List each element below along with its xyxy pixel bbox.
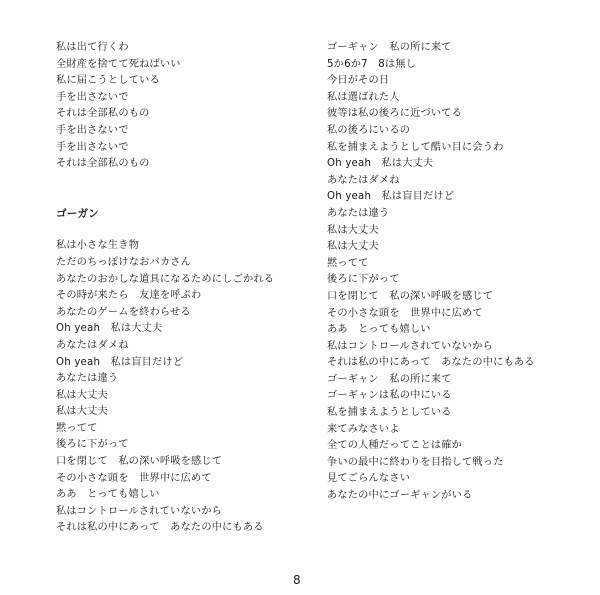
lyric-line: 来てみなさいよ <box>327 423 400 435</box>
lyric-line: 私を捕まえようとしている <box>327 407 452 419</box>
lyric-line: あなたは違う <box>327 207 390 219</box>
lyric-line: あなたのゲームを終わらせる <box>56 306 191 318</box>
lyric-line: Oh yeah 私は盲目だけど <box>327 191 455 203</box>
song-title: ゴーガン <box>56 207 99 220</box>
lyric-line: あなたはダメね <box>327 174 400 186</box>
lyric-line: 彼等は私の後ろに近づいてる <box>327 108 463 120</box>
lyric-line: 黙ってて <box>327 257 369 269</box>
lyric-line: ああ とっても嬉しい <box>56 489 160 501</box>
lyric-line: あなたの中にゴーギャンがいる <box>327 490 473 502</box>
lyric-line: 手を出さないで <box>56 91 129 103</box>
lyric-line: 私は小さな生き物 <box>56 240 140 252</box>
lyric-line: Oh yeah 私は大丈夫 <box>327 158 434 170</box>
lyric-line: 私はコントロールされていないから <box>56 505 222 517</box>
lyric-line: 手を出さないで <box>56 124 129 136</box>
lyric-line: ゴーギャンは私の中にいる <box>327 390 452 402</box>
lyric-line: 口を閉じて 私の深い呼吸を感じて <box>56 456 223 468</box>
lyric-line: それは私の中にあって あなたの中にもある <box>56 522 264 534</box>
lyric-line: ゴーギャン 私の所に来て <box>327 42 452 53</box>
lyric-line: 後ろに下がって <box>56 439 129 451</box>
lyric-line: 口を閉じて 私の深い呼吸を感じて <box>327 290 494 302</box>
lyric-line: 黙ってて <box>56 422 98 434</box>
lyric-line: Oh yeah 私は盲目だけど <box>56 356 184 368</box>
lyric-line: その小さな頭を 世界中に広めて <box>56 472 212 484</box>
lyric-line: 私はコントロールされていないから <box>327 340 493 352</box>
lyrics-block-2 <box>56 238 296 537</box>
lyric-line: あなたは違う <box>56 373 119 385</box>
lyric-line: それは私の中にあって あなたの中にもある <box>327 357 535 369</box>
lyric-line: それは全部私のもの <box>56 108 150 120</box>
lyric-line: 今日がその日 <box>327 75 390 87</box>
spacer <box>56 222 296 238</box>
lyrics-block-1 <box>56 40 296 173</box>
lyric-line: 私は大丈夫 <box>327 241 379 253</box>
lyric-line: 私は選ばれた人 <box>327 91 400 103</box>
lyric-line: 全財産を捨てて死ねばいい <box>56 58 181 70</box>
lyric-line: 5か6か7 8は無し <box>327 58 417 70</box>
lyric-line: 後ろに下がって <box>327 274 400 286</box>
lyric-line: 見てごらんなさい <box>327 473 411 485</box>
lyric-line: 私は出て行くわ <box>56 42 129 53</box>
left-column <box>56 40 296 537</box>
lyric-line: それは全部私のもの <box>56 158 150 170</box>
spacer <box>56 173 296 206</box>
lyric-line: 私に届こうとしている <box>56 75 160 87</box>
lyric-line: その小さな頭を 世界中に広めて <box>327 307 483 319</box>
lyric-line: あなたのおかしな道具になるためにしごかれる <box>56 273 275 285</box>
lyric-line: 手を出さないで <box>56 141 129 153</box>
lyric-line: 全ての人種だってことは確か <box>327 440 463 452</box>
lyric-line: ああ とっても嬉しい <box>327 324 431 336</box>
right-column <box>327 40 577 505</box>
lyric-line: ただのちっぽけなおバカさん <box>56 256 192 268</box>
lyric-line: 私の後ろにいるの <box>327 124 411 136</box>
lyric-line: 私を捕まえようとして酷い目に会うわ <box>327 141 504 153</box>
lyric-line: ゴーギャン 私の所に来て <box>327 373 452 385</box>
lyric-line: その時が来たら 友達を呼ぶわ <box>56 290 202 302</box>
lyric-line: あなたはダメね <box>56 339 129 351</box>
lyric-line: 私は大丈夫 <box>56 406 108 418</box>
lyric-line: 争いの最中に終わりを目指して戦った <box>327 456 504 468</box>
lyric-line: 私は大丈夫 <box>56 389 108 401</box>
lyric-line: Oh yeah 私は大丈夫 <box>56 323 163 335</box>
page-number: 8 <box>293 573 301 587</box>
lyric-line: 私は大丈夫 <box>327 224 379 236</box>
